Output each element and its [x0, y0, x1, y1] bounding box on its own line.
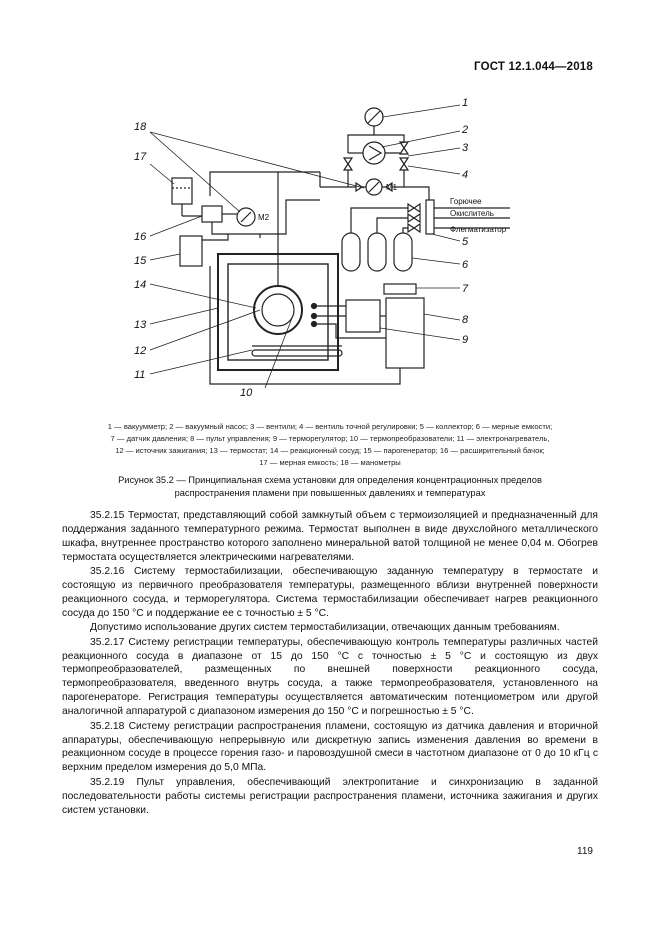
legend-line: 17 — мерная емкость; 18 — манометры	[259, 458, 401, 467]
callout-13: 13	[134, 319, 147, 331]
reaction-vessel-14	[254, 286, 302, 334]
body-text	[62, 509, 598, 818]
callout-5: 5	[462, 236, 469, 248]
callout-8: 8	[462, 314, 469, 326]
line-fuel-label: Горючее	[450, 197, 482, 206]
figure-legend	[60, 421, 600, 469]
callout-15: 15	[134, 255, 147, 267]
callout-9: 9	[462, 334, 469, 346]
legend-line: 12 — источник зажигания; 13 — термостат; 14 — реакционный сосуд; 15 — парогенератор; 16 — расширительный бачок;	[115, 446, 545, 455]
thermocouple-points	[312, 304, 317, 327]
paragraph-alternative-systems: Допустимо использование других систем термостабилизации, отвечающих данным требованиям.	[90, 622, 560, 634]
paragraph-35-2-15: 35.2.15 Термостат, представляющий собой замкнутый объем с термоизоляцией и предназначенный для поддержания заданного температурного режима. Термостат выполнен в виде двухслойного металлического шкафа, внутреннее пространство которого заполнено минеральной ватой толщиной не менее 0,04 м. Обогрев термостата осуществляется электрическими нагревателями.	[62, 510, 598, 563]
callout-11: 11	[134, 369, 146, 381]
callout-1: 1	[462, 97, 469, 109]
callout-10: 10	[240, 387, 253, 399]
gauge-m2-label: М2	[258, 213, 270, 222]
control-panel-8	[386, 298, 424, 368]
legend-line: 7 — датчик давления; 8 — пульт управления; 9 — терморегулятор; 10 — термопреобразователи; 11 — электронагреватель,	[110, 434, 550, 443]
callout-2: 2	[462, 124, 469, 136]
gauge-m1-label: М1	[386, 183, 398, 192]
callout-3: 3	[462, 142, 469, 154]
callout-18: 18	[134, 121, 147, 133]
document-code: ГОСТ 12.1.044—2018	[474, 61, 593, 73]
pressure-sensor-7	[384, 284, 416, 294]
steam-generator-15	[180, 236, 202, 266]
paragraph-35-2-17: 35.2.17 Систему регистрации температуры, обеспечивающую контроль температуры различных частей реакционного сосуда в диапазоне от 15 до 150 °С с точностью ± 5 °С и состоящую из двух термопреобразователей, размещенных по внешней поверхности реакционного сосуда, термопреобразователя, введенного внутрь сосуда, а также термопреобразователя, установленного на парогенераторе. Регистрация температуры осуществляется автоматическим потенциометром или другой аналогичной аппаратурой с диапазоном измерения до 150 °С и погрешностью ± 5 °С.	[62, 636, 598, 718]
callout-14: 14	[134, 279, 147, 291]
measuring-vessel-17	[172, 178, 192, 204]
callout-16: 16	[134, 231, 147, 243]
line-oxidizer-label: Окислитель	[450, 209, 494, 218]
paragraph-35-2-18: 35.2.18 Систему регистрации распространения пламени, состоящую из датчика давления и вторичной аппаратуры, обеспечивающую непрерывную или дискретную запись изменения давления во времени в реакционном сосуде в процессе горения газо- и паровоздушной смеси в частотном диапазоне от 0 до 10 кГц с верхним пределом измерения до 5,0 МПа.	[62, 720, 598, 774]
collector-symbol	[426, 200, 434, 234]
figure-caption	[80, 474, 580, 499]
callout-6: 6	[462, 259, 469, 271]
paragraph-35-2-19: 35.2.19 Пульт управления, обеспечивающий электропитание и синхронизацию в заданной последовательности работы системы регистрации распространения пламени, источника зажигания и других систем установки.	[62, 776, 598, 816]
caption-line: Рисунок 35.2 — Принципиальная схема установки для определения концентрационных пределов	[118, 475, 542, 485]
line-phlegmatizer-label: Флегматизатор	[450, 225, 507, 234]
measuring-vessels	[342, 233, 412, 271]
expansion-tank-16	[202, 206, 222, 222]
collector-valves	[408, 204, 420, 232]
callout-7: 7	[462, 283, 469, 295]
legend-line: 1 — вакуумметр; 2 — вакуумный насос; 3 — вентили; 4 — вентиль точной регулировки; 5 — коллектор; 6 — мерные емкости;	[107, 422, 553, 431]
callout-17: 17	[134, 151, 147, 163]
installation-schematic	[110, 88, 580, 410]
schematic-figure	[110, 88, 580, 410]
callout-12: 12	[134, 345, 147, 357]
caption-line: распространения пламени при повышенных давлениях и температурах	[174, 487, 486, 498]
paragraph-35-2-16: 35.2.16 Систему термостабилизации, обеспечивающую заданную температуру в термостате и состоящую из первичного преобразователя температуры, размещенного вблизи внутренней поверхности реакционного сосуда, и терморегулятора. Система термостабилизации обеспечивает нагрев реакционного сосуда до 150 °С и поддержание ее с точностью ± 5 °С.	[62, 566, 598, 619]
page-number: 119	[577, 846, 593, 857]
callout-4: 4	[462, 169, 469, 181]
thermoregulator-9	[346, 300, 380, 332]
